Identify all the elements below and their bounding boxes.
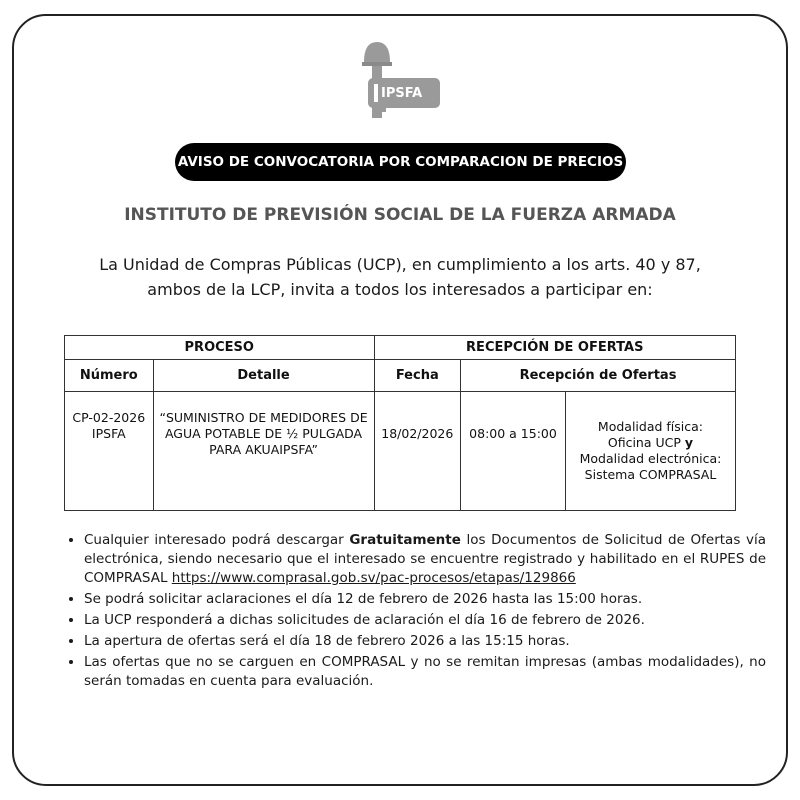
process-table [64, 335, 736, 511]
cell-line: Modalidad física: [597, 419, 703, 434]
cell-hora: 08:00 a 15:00 [461, 392, 566, 511]
notice-banner: AVISO DE CONVOCATORIA POR COMPARACION DE PRECIOS [175, 143, 626, 181]
cell-modalidad [565, 392, 735, 511]
list-item: • Se podrá solicitar aclaraciones el día 12 de febrero de 2026 hasta las 15:00 horas. [84, 590, 766, 609]
note-text: Cualquier interesado podrá descargar [84, 532, 350, 548]
header-detalle: Detalle [153, 360, 374, 392]
intro-paragraph [80, 252, 720, 302]
cell-text-bold: y [684, 435, 694, 450]
cell-line: “SUMINISTRO DE MEDIDORES DE [159, 410, 368, 425]
notes-list [64, 531, 766, 693]
cell-line [569, 435, 732, 451]
institution-title: INSTITUTO DE PREVISIÓN SOCIAL DE LA FUERZA ARMADA [124, 205, 676, 225]
logo-text: IPSFA [381, 86, 423, 101]
intro-line: La Unidad de Compras Públicas (UCP), en cumplimiento a los arts. 40 y 87, [99, 255, 701, 274]
note-text: los Documentos de Solicitud de Ofertas vía electrónica, siendo necesario que el interesado se encuentre registrado y habilitado en el RUPES de COMPRASAL [84, 532, 766, 586]
note-bold: Gratuitamente [349, 532, 461, 548]
cell-line: Modalidad electrónica: [579, 451, 722, 466]
list-item: • La UCP responderá a dichas solicitudes de aclaración el día 16 de febrero de 2026. [84, 611, 766, 630]
cell-detalle [153, 392, 374, 511]
cell-text: Oficina UCP [607, 435, 681, 450]
cell-line: IPSFA [91, 426, 126, 441]
group-header-recepcion: RECEPCIÓN DE OFERTAS [374, 336, 735, 360]
table-row [65, 392, 736, 511]
group-header-proceso: PROCESO [65, 336, 375, 360]
cell-line: Sistema COMPRASAL [584, 467, 717, 482]
cell-line: PARA AKUAIPSFA” [209, 442, 318, 457]
comprasal-link[interactable]: https://www.comprasal.gob.sv/pac-procesos/etapas/129866 [171, 570, 576, 586]
list-item [84, 531, 766, 588]
header-recepcion: Recepción de Ofertas [461, 360, 736, 392]
header-numero: Número [65, 360, 154, 392]
cell-fecha: 18/02/2026 [374, 392, 461, 511]
cell-numero [65, 392, 154, 511]
intro-line: ambos de la LCP, invita a todos los interesados a participar en: [147, 280, 653, 299]
list-item: • Las ofertas que no se carguen en COMPRASAL y no se remitan impresas (ambas modalidades), no serán tomadas en cuenta para evaluación. [84, 653, 766, 691]
cell-line: AGUA POTABLE DE ½ PULGADA [164, 426, 363, 441]
header-fecha: Fecha [374, 360, 461, 392]
cell-line: CP-02-2026 [72, 410, 146, 425]
helmet-key-logo [354, 40, 446, 122]
list-item: • La apertura de ofertas será el día 18 de febrero 2026 a las 15:15 horas. [84, 632, 766, 651]
